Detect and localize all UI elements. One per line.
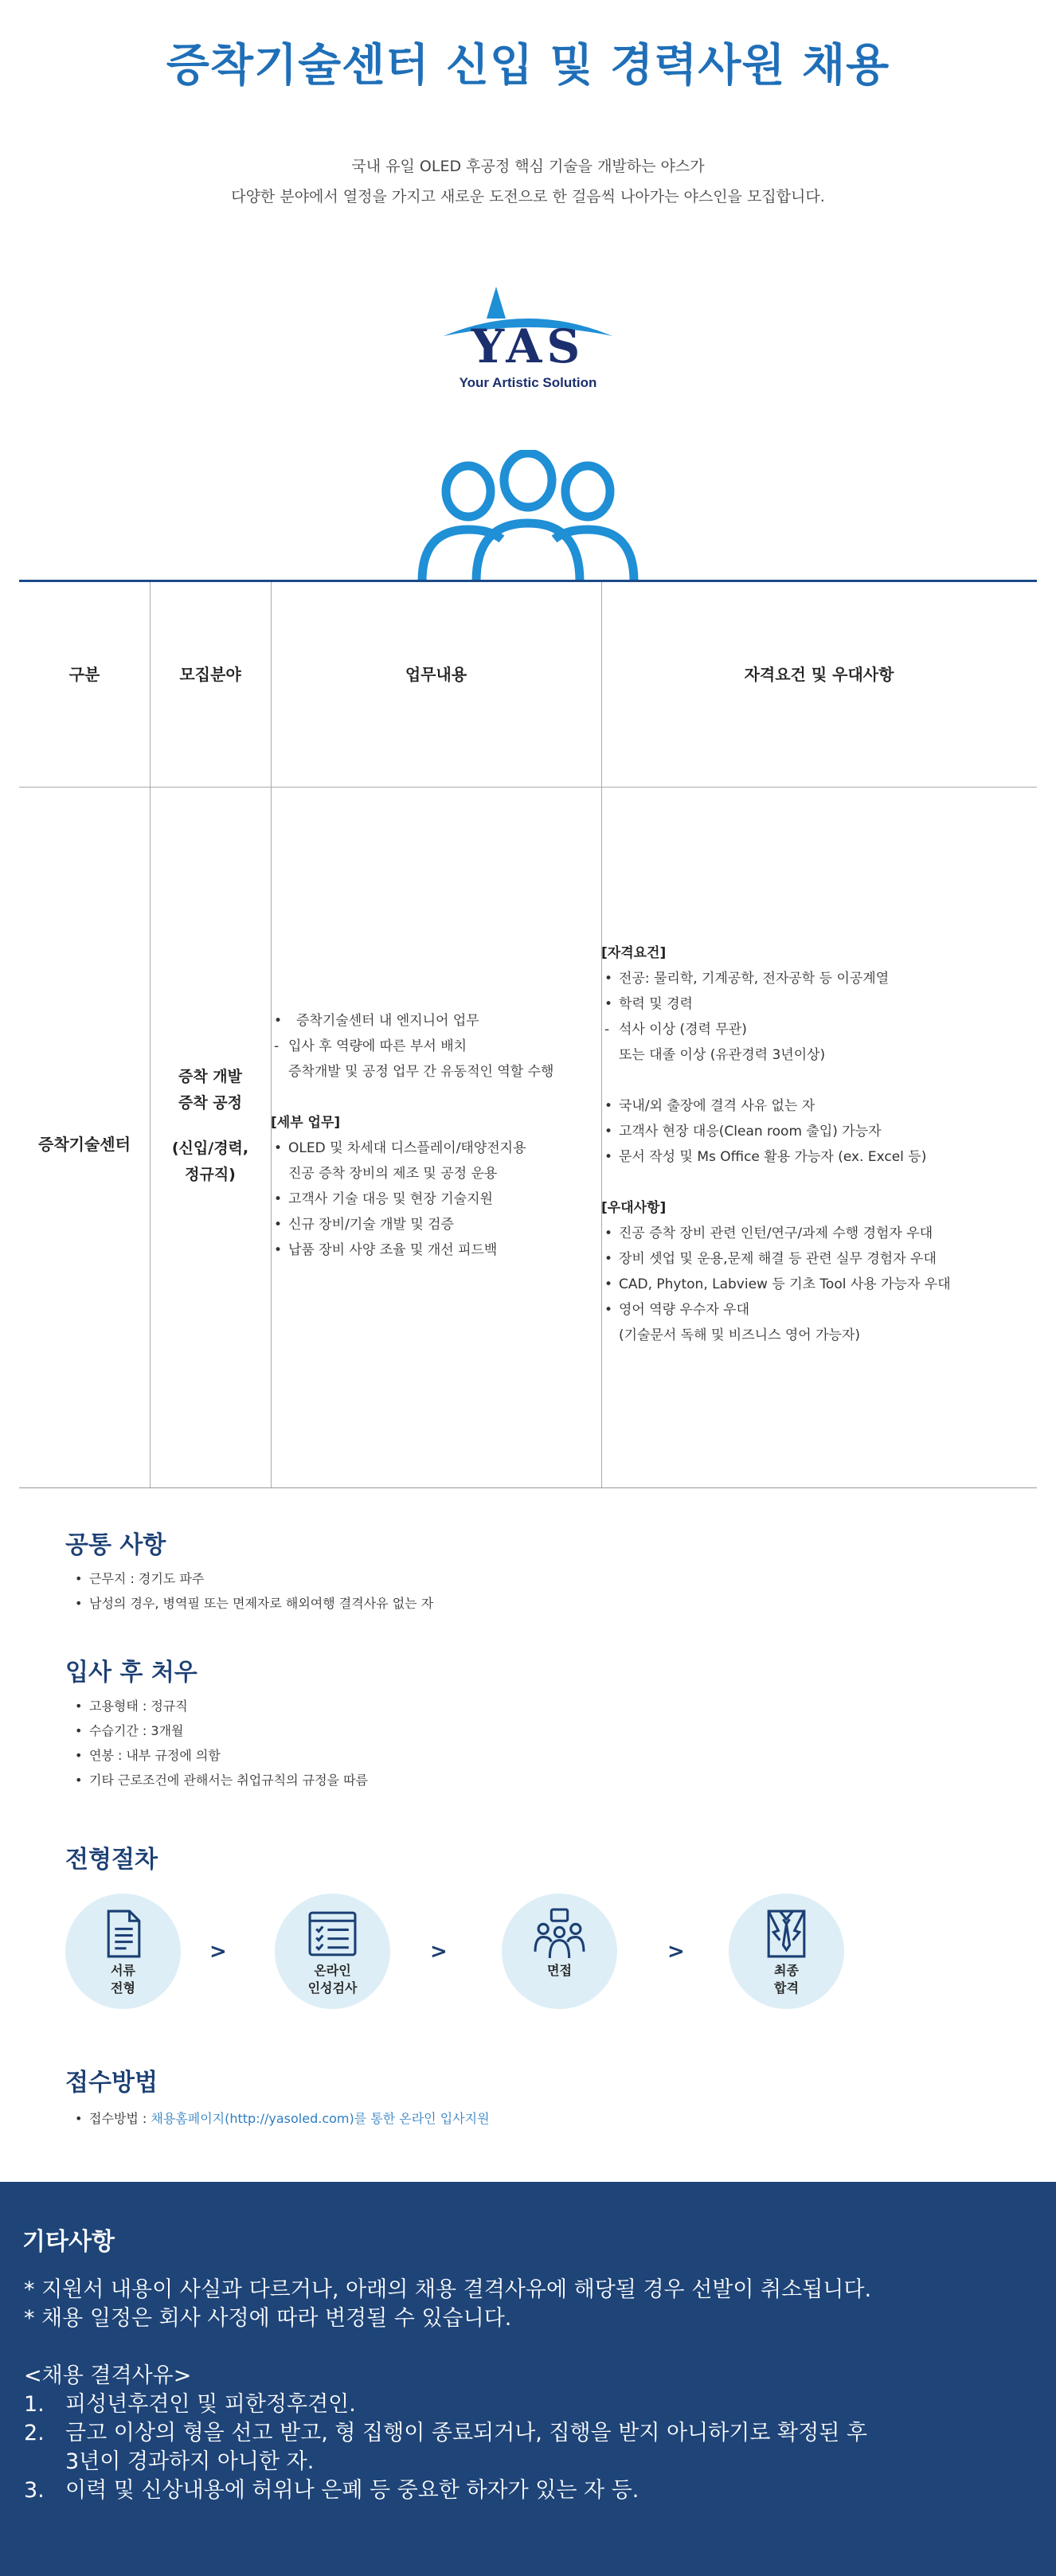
duty-detail-heading: [세부 업무]	[271, 1115, 341, 1131]
employee-icon	[761, 1908, 812, 1960]
treatment-item: • 연봉 : 내부 규정에 의함	[72, 1743, 368, 1768]
preference-item-cont: (기술문서 독해 및 비즈니스 영어 가능자)	[619, 1327, 861, 1343]
intro-line-1: 국내 유일 OLED 후공정 핵심 기술을 개발하는 야스가	[351, 158, 705, 175]
common-heading: 공통 사항	[65, 1531, 166, 1559]
requirement-item: • 고객사 현장 대응(Clean room 출입) 가능자	[601, 1119, 1037, 1144]
company-logo	[440, 287, 616, 398]
apply-label: 접수방법 :	[89, 2111, 151, 2126]
cell-duty	[271, 1008, 601, 1263]
common-item: • 근무지 : 경기도 파주	[72, 1566, 433, 1591]
field-line: 증착 공정	[178, 1094, 243, 1112]
disqualification-item	[24, 2419, 1027, 2448]
step-label	[275, 1962, 390, 1997]
item-text: 금고 이상의 형을 선고 받고, 형 집행이 종료되거나, 집행을 받지 아니하기로 확정된 후	[65, 2421, 867, 2445]
treatment-item: • 수습기간 : 3개월	[72, 1718, 368, 1743]
requirement-sub-item-cont: 또는 대졸 이상 (유관경력 3년이상)	[619, 1047, 826, 1063]
duty-sub-item: - 입사 후 역량에 따른 부서 배치	[271, 1034, 601, 1059]
preferences-heading: [우대사항]	[601, 1200, 667, 1216]
yas-logo-icon	[440, 287, 616, 398]
table-header-divider	[19, 787, 1037, 788]
cell-field	[150, 1064, 271, 1188]
footer-note: * 지원서 내용이 사실과 다르거나, 아래의 채용 결격사유에 해당될 경우 선발이 취소됩니다.	[24, 2277, 872, 2302]
apply-link[interactable]: 채용홈페이지(http://yasoled.com)를 통한 온라인 입사지원	[151, 2111, 490, 2126]
requirement-item: • 학력 및 경력	[601, 991, 1037, 1017]
cell-qualification	[601, 940, 1037, 1348]
treatment-item: • 기타 근로조건에 관해서는 취업규칙의 규정을 따름	[72, 1768, 368, 1792]
disqualification-item	[24, 2390, 1027, 2419]
preference-item: • 장비 셋업 및 운용,문제 해결 등 관련 실무 경험자 우대	[601, 1246, 1037, 1272]
common-item: • 남성의 경우, 병역필 또는 면제자로 해외여행 결격사유 없는 자	[72, 1591, 433, 1616]
treatment-list	[72, 1694, 368, 1792]
table-header-gubun: 구분	[68, 665, 100, 684]
process-step-interview	[502, 1894, 617, 2009]
requirement-item: • 국내/외 출장에 결격 사유 없는 자	[601, 1093, 1037, 1119]
process-heading: 전형절차	[65, 1846, 158, 1874]
disqualification-heading: <채용 결격사유>	[24, 2363, 192, 2388]
duty-detail-item: • 납품 장비 사양 조율 및 개선 피드백	[271, 1237, 601, 1263]
disqualification-item-cont: 3년이 경과하지 아니한 자.	[65, 2449, 315, 2474]
table-col-divider	[150, 582, 151, 1487]
item-text: 피성년후견인 및 피한정후견인.	[65, 2392, 356, 2417]
step-label	[502, 1962, 617, 1980]
duty-item: • 증착기술센터 내 엔지니어 업무	[271, 1008, 601, 1034]
footer-note: * 채용 일정은 회사 사정에 따라 변경될 수 있습니다.	[24, 2306, 512, 2331]
item-number: 2.	[24, 2421, 45, 2445]
process-arrow: >	[430, 1940, 448, 1964]
step-label-line: 합격	[774, 1980, 799, 1996]
process-step-online-test	[275, 1894, 390, 2009]
step-label-line: 전형	[111, 1980, 135, 1996]
logo-mark: YAS	[471, 319, 585, 373]
document-icon	[97, 1908, 149, 1960]
treatment-heading: 입사 후 처우	[65, 1659, 198, 1687]
duty-sub-item-cont: 증착개발 및 공정 업무 간 유동적인 역할 수행	[288, 1064, 554, 1080]
intro-line-2: 다양한 분야에서 열정을 가지고 새로운 도전으로 한 걸음씩 나아가는 야스인을 모집합니다.	[231, 188, 825, 205]
interview-icon	[534, 1908, 585, 1960]
item-number: 3.	[24, 2478, 45, 2503]
preference-item: • 진공 증착 장비 관련 인턴/연구/과제 수행 경험자 우대	[601, 1221, 1037, 1246]
preference-item: • 영어 역량 우수자 우대	[601, 1297, 1037, 1323]
footer-body	[24, 2276, 1027, 2505]
apply-heading: 접수방법	[65, 2069, 158, 2097]
field-line: 증착 개발	[178, 1068, 243, 1085]
requirement-item: • 전공: 물리학, 기계공학, 전자공학 등 이공계열	[601, 966, 1037, 991]
checklist-icon	[307, 1908, 358, 1960]
treatment-item: • 고용형태 : 정규직	[72, 1694, 368, 1718]
field-line: 정규직)	[185, 1166, 236, 1183]
duty-detail-item: • 고객사 기술 대응 및 현장 기술지원	[271, 1186, 601, 1212]
cell-gubun: 증착기술센터	[38, 1135, 131, 1154]
step-label-line: 서류	[111, 1963, 135, 1978]
process-step-final	[729, 1894, 844, 2009]
common-list	[72, 1566, 433, 1616]
requirement-sub-item: - 석사 이상 (경력 무관)	[601, 1017, 1037, 1042]
people-icon	[414, 450, 642, 581]
requirements-heading: [자격요건]	[601, 945, 667, 961]
disqualification-item	[24, 2476, 1027, 2505]
table-header-duty: 업무내용	[405, 665, 467, 684]
step-label	[729, 1962, 844, 1997]
recruitment-table	[19, 580, 1037, 1488]
requirement-item: • 문서 작성 및 Ms Office 활용 가능자 (ex. Excel 등)	[601, 1144, 1037, 1170]
process-arrow: >	[667, 1940, 685, 1964]
field-line: (신입/경력,	[171, 1139, 249, 1157]
item-number: 1.	[24, 2392, 45, 2417]
footer-heading: 기타사항	[22, 2228, 115, 2256]
apply-list	[72, 2106, 490, 2131]
step-label-line: 온라인	[314, 1963, 351, 1978]
preference-item: • CAD, Phyton, Labview 등 기초 Tool 사용 가능자 우대	[601, 1272, 1037, 1297]
table-header-qualification: 자격요건 및 우대사항	[744, 665, 894, 684]
step-label-line: 면접	[547, 1963, 572, 1978]
logo-tagline: Your Artistic Solution	[459, 375, 597, 390]
step-label-line: 인성검사	[307, 1980, 358, 1996]
duty-detail-item: • OLED 및 차세대 디스플레이/태양전지용	[271, 1136, 601, 1161]
intro-text	[0, 151, 1056, 212]
process-step-document	[65, 1894, 181, 2009]
page-title: 증착기술센터 신입 및 경력사원 채용	[166, 40, 890, 92]
duty-detail-cont: 진공 증착 장비의 제조 및 공정 운용	[288, 1166, 498, 1182]
footer-notice	[0, 2182, 1056, 2576]
step-label	[65, 1962, 181, 1997]
apply-item	[72, 2106, 490, 2131]
step-label-line: 최종	[774, 1963, 799, 1978]
table-header-field: 모집분야	[179, 665, 241, 684]
item-text: 이력 및 신상내용에 허위나 은폐 등 중요한 하자가 있는 자 등.	[65, 2478, 639, 2503]
duty-detail-item: • 신규 장비/기술 개발 및 검증	[271, 1212, 601, 1237]
process-arrow: >	[209, 1940, 227, 1964]
